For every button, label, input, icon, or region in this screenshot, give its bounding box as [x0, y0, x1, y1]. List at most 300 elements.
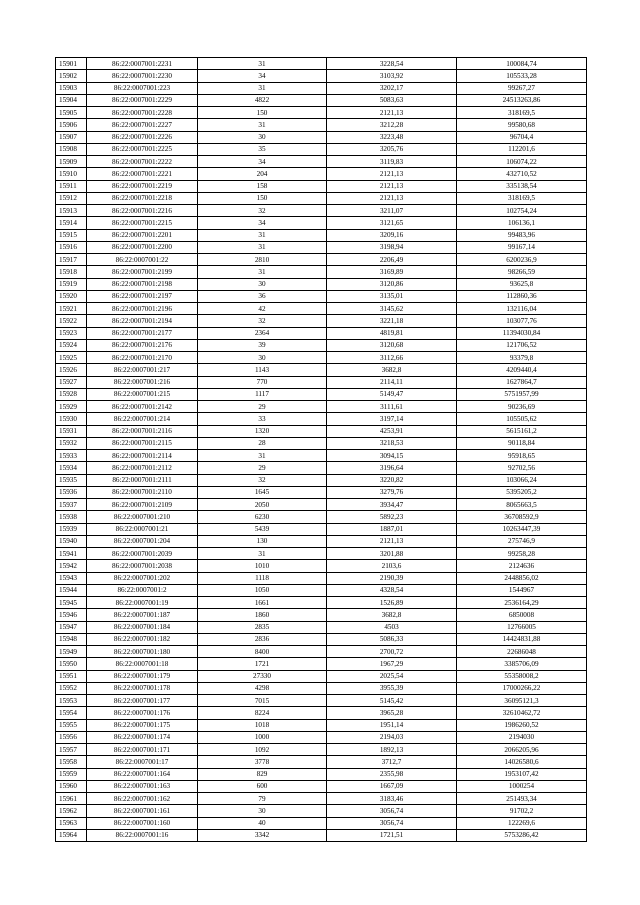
cadastral-number-cell: 86:22:0007001:2198 — [87, 278, 198, 290]
unit-value-cell: 3120,86 — [327, 278, 457, 290]
row-number-cell: 15932 — [56, 437, 87, 449]
unit-value-cell: 3212,28 — [327, 119, 457, 131]
row-number-cell: 15922 — [56, 315, 87, 327]
table-row — [56, 413, 587, 425]
cadastral-number-cell: 86:22:0007001:2215 — [87, 217, 198, 229]
area-cell: 600 — [198, 780, 327, 792]
cadastral-value-cell: 5395205,2 — [457, 486, 587, 498]
table-row — [56, 278, 587, 290]
row-number-cell: 15907 — [56, 131, 87, 143]
table-row — [56, 315, 587, 327]
cadastral-value-cell: 93625,8 — [457, 278, 587, 290]
area-cell: 3778 — [198, 756, 327, 768]
unit-value-cell: 3220,82 — [327, 474, 457, 486]
row-number-cell: 15910 — [56, 168, 87, 180]
cadastral-value-cell: 318169,5 — [457, 192, 587, 204]
row-number-cell: 15940 — [56, 535, 87, 547]
table-row — [56, 437, 587, 449]
cadastral-number-cell: 86:22:0007001:2197 — [87, 290, 198, 302]
unit-value-cell: 3145,62 — [327, 303, 457, 315]
table-row — [56, 670, 587, 682]
unit-value-cell: 3121,65 — [327, 217, 457, 229]
cadastral-number-cell: 86:22:0007001:2038 — [87, 560, 198, 572]
cadastral-value-cell: 132116,04 — [457, 303, 587, 315]
cadastral-number-cell: 86:22:0007001:180 — [87, 646, 198, 658]
area-cell: 31 — [198, 119, 327, 131]
row-number-cell: 15901 — [56, 58, 87, 70]
cadastral-value-cell: 122269,6 — [457, 817, 587, 829]
row-number-cell: 15917 — [56, 254, 87, 266]
area-cell: 30 — [198, 352, 327, 364]
cadastral-value-cell: 14026580,6 — [457, 756, 587, 768]
area-cell: 31 — [198, 241, 327, 253]
unit-value-cell: 3197,14 — [327, 413, 457, 425]
cadastral-value-cell: 93379,8 — [457, 352, 587, 364]
cadastral-number-cell: 86:22:0007001:2218 — [87, 192, 198, 204]
table-row — [56, 70, 587, 82]
row-number-cell: 15949 — [56, 646, 87, 658]
row-number-cell: 15959 — [56, 768, 87, 780]
unit-value-cell: 5149,47 — [327, 388, 457, 400]
cadastral-number-cell: 86:22:0007001:17 — [87, 756, 198, 768]
area-cell: 3342 — [198, 829, 327, 841]
cadastral-number-cell: 86:22:0007001:2196 — [87, 303, 198, 315]
area-cell: 6230 — [198, 511, 327, 523]
cadastral-value-cell: 90118,84 — [457, 437, 587, 449]
table-row — [56, 707, 587, 719]
table-row — [56, 352, 587, 364]
table-row — [56, 609, 587, 621]
row-number-cell: 15963 — [56, 817, 87, 829]
area-cell: 204 — [198, 168, 327, 180]
cadastral-value-cell: 105505,62 — [457, 413, 587, 425]
area-cell: 30 — [198, 805, 327, 817]
cadastral-number-cell: 86:22:0007001:184 — [87, 621, 198, 633]
cadastral-value-cell: 3385706,09 — [457, 658, 587, 670]
table-row — [56, 290, 587, 302]
row-number-cell: 15946 — [56, 609, 87, 621]
cadastral-value-cell: 32610462,72 — [457, 707, 587, 719]
table-row — [56, 266, 587, 278]
area-cell: 36 — [198, 290, 327, 302]
area-cell: 2810 — [198, 254, 327, 266]
unit-value-cell: 1526,89 — [327, 597, 457, 609]
cadastral-number-cell: 86:22:0007001:2039 — [87, 548, 198, 560]
cadastral-number-cell: 86:22:0007001:202 — [87, 572, 198, 584]
cadastral-value-cell: 2194030 — [457, 731, 587, 743]
unit-value-cell: 2114,11 — [327, 376, 457, 388]
area-cell: 34 — [198, 70, 327, 82]
table-row — [56, 376, 587, 388]
row-number-cell: 15934 — [56, 462, 87, 474]
area-cell: 8400 — [198, 646, 327, 658]
unit-value-cell: 1887,01 — [327, 523, 457, 535]
cadastral-number-cell: 86:22:0007001:18 — [87, 658, 198, 670]
unit-value-cell: 4819,81 — [327, 327, 457, 339]
table-row — [56, 131, 587, 143]
unit-value-cell: 3103,92 — [327, 70, 457, 82]
unit-value-cell: 5145,42 — [327, 695, 457, 707]
table-row — [56, 229, 587, 241]
table-row — [56, 303, 587, 315]
cadastral-number-cell: 86:22:0007001:217 — [87, 364, 198, 376]
table-row — [56, 548, 587, 560]
area-cell: 1721 — [198, 658, 327, 670]
row-number-cell: 15961 — [56, 793, 87, 805]
cadastral-value-cell: 318169,5 — [457, 107, 587, 119]
cadastral-number-cell: 86:22:0007001:2227 — [87, 119, 198, 131]
area-cell: 27330 — [198, 670, 327, 682]
row-number-cell: 15951 — [56, 670, 87, 682]
unit-value-cell: 3056,74 — [327, 805, 457, 817]
cadastral-value-cell: 55358008,2 — [457, 670, 587, 682]
table-row — [56, 523, 587, 535]
unit-value-cell: 5086,33 — [327, 633, 457, 645]
unit-value-cell: 1892,13 — [327, 744, 457, 756]
area-cell: 1860 — [198, 609, 327, 621]
table-row — [56, 658, 587, 670]
table-row — [56, 58, 587, 70]
unit-value-cell: 3112,66 — [327, 352, 457, 364]
cadastral-value-cell: 99580,68 — [457, 119, 587, 131]
area-cell: 1661 — [198, 597, 327, 609]
cadastral-number-cell: 86:22:0007001:22 — [87, 254, 198, 266]
row-number-cell: 15956 — [56, 731, 87, 743]
cadastral-number-cell: 86:22:0007001:179 — [87, 670, 198, 682]
cadastral-value-cell: 36708592,9 — [457, 511, 587, 523]
cadastral-value-cell: 14424831,88 — [457, 633, 587, 645]
unit-value-cell: 3682,8 — [327, 364, 457, 376]
unit-value-cell: 2121,13 — [327, 180, 457, 192]
table-row — [56, 817, 587, 829]
cadastral-value-table — [55, 57, 587, 842]
unit-value-cell: 2700,72 — [327, 646, 457, 658]
cadastral-number-cell: 86:22:0007001:210 — [87, 511, 198, 523]
table-row — [56, 401, 587, 413]
table-row — [56, 327, 587, 339]
cadastral-value-cell: 251493,34 — [457, 793, 587, 805]
cadastral-value-cell: 121706,52 — [457, 339, 587, 351]
area-cell: 1000 — [198, 731, 327, 743]
cadastral-number-cell: 86:22:0007001:2112 — [87, 462, 198, 474]
cadastral-number-cell: 86:22:0007001:176 — [87, 707, 198, 719]
row-number-cell: 15904 — [56, 94, 87, 106]
cadastral-value-cell: 99483,96 — [457, 229, 587, 241]
unit-value-cell: 4503 — [327, 621, 457, 633]
table-row — [56, 486, 587, 498]
area-cell: 29 — [198, 401, 327, 413]
row-number-cell: 15928 — [56, 388, 87, 400]
area-cell: 1320 — [198, 425, 327, 437]
unit-value-cell: 2103,6 — [327, 560, 457, 572]
row-number-cell: 15936 — [56, 486, 87, 498]
unit-value-cell: 3196,64 — [327, 462, 457, 474]
area-cell: 158 — [198, 180, 327, 192]
table-row — [56, 805, 587, 817]
cadastral-value-cell: 335138,54 — [457, 180, 587, 192]
cadastral-value-cell: 22686048 — [457, 646, 587, 658]
table-row — [56, 119, 587, 131]
unit-value-cell: 3198,94 — [327, 241, 457, 253]
row-number-cell: 15947 — [56, 621, 87, 633]
row-number-cell: 15937 — [56, 499, 87, 511]
area-cell: 150 — [198, 192, 327, 204]
area-cell: 79 — [198, 793, 327, 805]
cadastral-value-cell: 432710,52 — [457, 168, 587, 180]
cadastral-value-cell: 95918,65 — [457, 450, 587, 462]
cadastral-number-cell: 86:22:0007001:2176 — [87, 339, 198, 351]
table-row — [56, 535, 587, 547]
row-number-cell: 15931 — [56, 425, 87, 437]
cadastral-number-cell: 86:22:0007001:175 — [87, 719, 198, 731]
cadastral-number-cell: 86:22:0007001:2219 — [87, 180, 198, 192]
row-number-cell: 15954 — [56, 707, 87, 719]
area-cell: 30 — [198, 278, 327, 290]
table-row — [56, 572, 587, 584]
cadastral-number-cell: 86:22:0007001:187 — [87, 609, 198, 621]
cadastral-number-cell: 86:22:0007001:21 — [87, 523, 198, 535]
cadastral-number-cell: 86:22:0007001:161 — [87, 805, 198, 817]
area-cell: 1118 — [198, 572, 327, 584]
unit-value-cell: 3135,01 — [327, 290, 457, 302]
area-cell: 130 — [198, 535, 327, 547]
cadastral-number-cell: 86:22:0007001:2230 — [87, 70, 198, 82]
cadastral-value-cell: 5615161,2 — [457, 425, 587, 437]
cadastral-value-cell: 11394030,84 — [457, 327, 587, 339]
cadastral-number-cell: 86:22:0007001:2115 — [87, 437, 198, 449]
row-number-cell: 15957 — [56, 744, 87, 756]
row-number-cell: 15914 — [56, 217, 87, 229]
area-cell: 34 — [198, 156, 327, 168]
cadastral-value-cell: 1000254 — [457, 780, 587, 792]
cadastral-number-cell: 86:22:0007001:2231 — [87, 58, 198, 70]
cadastral-number-cell: 86:22:0007001:178 — [87, 682, 198, 694]
cadastral-number-cell: 86:22:0007001:2201 — [87, 229, 198, 241]
row-number-cell: 15948 — [56, 633, 87, 645]
cadastral-number-cell: 86:22:0007001:2199 — [87, 266, 198, 278]
area-cell: 31 — [198, 82, 327, 94]
area-cell: 32 — [198, 474, 327, 486]
area-cell: 7015 — [198, 695, 327, 707]
table-row — [56, 205, 587, 217]
cadastral-number-cell: 86:22:0007001:2114 — [87, 450, 198, 462]
unit-value-cell: 3228,54 — [327, 58, 457, 70]
cadastral-value-cell: 6850008 — [457, 609, 587, 621]
cadastral-number-cell: 86:22:0007001:19 — [87, 597, 198, 609]
unit-value-cell: 3205,76 — [327, 143, 457, 155]
unit-value-cell: 3119,83 — [327, 156, 457, 168]
row-number-cell: 15908 — [56, 143, 87, 155]
area-cell: 150 — [198, 107, 327, 119]
row-number-cell: 15958 — [56, 756, 87, 768]
row-number-cell: 15913 — [56, 205, 87, 217]
unit-value-cell: 1967,29 — [327, 658, 457, 670]
area-cell: 1050 — [198, 584, 327, 596]
cadastral-value-cell: 103077,76 — [457, 315, 587, 327]
row-number-cell: 15916 — [56, 241, 87, 253]
table-row — [56, 560, 587, 572]
area-cell: 29 — [198, 462, 327, 474]
table-row — [56, 107, 587, 119]
unit-value-cell: 3209,16 — [327, 229, 457, 241]
unit-value-cell: 5083,63 — [327, 94, 457, 106]
row-number-cell: 15912 — [56, 192, 87, 204]
cadastral-value-cell: 5753286,42 — [457, 829, 587, 841]
row-number-cell: 15964 — [56, 829, 87, 841]
area-cell: 31 — [198, 548, 327, 560]
unit-value-cell: 1951,14 — [327, 719, 457, 731]
unit-value-cell: 2194,03 — [327, 731, 457, 743]
unit-value-cell: 3934,47 — [327, 499, 457, 511]
row-number-cell: 15962 — [56, 805, 87, 817]
cadastral-value-cell: 112860,36 — [457, 290, 587, 302]
cadastral-number-cell: 86:22:0007001:164 — [87, 768, 198, 780]
cadastral-number-cell: 86:22:0007001:2111 — [87, 474, 198, 486]
unit-value-cell: 3169,89 — [327, 266, 457, 278]
cadastral-value-cell: 1953107,42 — [457, 768, 587, 780]
cadastral-number-cell: 86:22:0007001:2116 — [87, 425, 198, 437]
row-number-cell: 15933 — [56, 450, 87, 462]
cadastral-value-cell: 92702,56 — [457, 462, 587, 474]
table-row — [56, 217, 587, 229]
table-row — [56, 180, 587, 192]
cadastral-value-cell: 275746,9 — [457, 535, 587, 547]
unit-value-cell: 1721,51 — [327, 829, 457, 841]
cadastral-number-cell: 86:22:0007001:216 — [87, 376, 198, 388]
cadastral-value-cell: 99258,28 — [457, 548, 587, 560]
unit-value-cell: 2121,13 — [327, 168, 457, 180]
unit-value-cell: 2355,98 — [327, 768, 457, 780]
cadastral-value-cell: 98266,59 — [457, 266, 587, 278]
row-number-cell: 15921 — [56, 303, 87, 315]
cadastral-number-cell: 86:22:0007001:2216 — [87, 205, 198, 217]
unit-value-cell: 2206,49 — [327, 254, 457, 266]
row-number-cell: 15935 — [56, 474, 87, 486]
cadastral-value-cell: 12766005 — [457, 621, 587, 633]
table-row — [56, 156, 587, 168]
table-row — [56, 94, 587, 106]
cadastral-value-cell: 1544967 — [457, 584, 587, 596]
cadastral-number-cell: 86:22:0007001:2225 — [87, 143, 198, 155]
unit-value-cell: 3218,53 — [327, 437, 457, 449]
cadastral-number-cell: 86:22:0007001:2142 — [87, 401, 198, 413]
area-cell: 1645 — [198, 486, 327, 498]
cadastral-number-cell: 86:22:0007001:162 — [87, 793, 198, 805]
row-number-cell: 15902 — [56, 70, 87, 82]
unit-value-cell: 3965,28 — [327, 707, 457, 719]
area-cell: 2050 — [198, 499, 327, 511]
cadastral-value-cell: 103066,24 — [457, 474, 587, 486]
area-cell: 1092 — [198, 744, 327, 756]
area-cell: 33 — [198, 413, 327, 425]
area-cell: 42 — [198, 303, 327, 315]
area-cell: 2364 — [198, 327, 327, 339]
cadastral-value-cell: 24513263,86 — [457, 94, 587, 106]
table-row — [56, 646, 587, 658]
area-cell: 40 — [198, 817, 327, 829]
unit-value-cell: 5892,23 — [327, 511, 457, 523]
unit-value-cell: 4328,54 — [327, 584, 457, 596]
row-number-cell: 15953 — [56, 695, 87, 707]
cadastral-value-cell: 106074,22 — [457, 156, 587, 168]
row-number-cell: 15955 — [56, 719, 87, 731]
unit-value-cell: 2025,54 — [327, 670, 457, 682]
table-row — [56, 695, 587, 707]
unit-value-cell: 3183,46 — [327, 793, 457, 805]
row-number-cell: 15929 — [56, 401, 87, 413]
area-cell: 4822 — [198, 94, 327, 106]
area-cell: 4298 — [198, 682, 327, 694]
area-cell: 5439 — [198, 523, 327, 535]
row-number-cell: 15918 — [56, 266, 87, 278]
area-cell: 1010 — [198, 560, 327, 572]
row-number-cell: 15926 — [56, 364, 87, 376]
area-cell: 2836 — [198, 633, 327, 645]
table-row — [56, 768, 587, 780]
unit-value-cell: 1667,09 — [327, 780, 457, 792]
cadastral-number-cell: 86:22:0007001:2109 — [87, 499, 198, 511]
area-cell: 30 — [198, 131, 327, 143]
row-number-cell: 15942 — [56, 560, 87, 572]
cadastral-number-cell: 86:22:0007001:2110 — [87, 486, 198, 498]
unit-value-cell: 3221,18 — [327, 315, 457, 327]
cadastral-number-cell: 86:22:0007001:182 — [87, 633, 198, 645]
row-number-cell: 15903 — [56, 82, 87, 94]
cadastral-value-cell: 91702,2 — [457, 805, 587, 817]
cadastral-number-cell: 86:22:0007001:2194 — [87, 315, 198, 327]
row-number-cell: 15923 — [56, 327, 87, 339]
area-cell: 1018 — [198, 719, 327, 731]
unit-value-cell: 3955,39 — [327, 682, 457, 694]
unit-value-cell: 3111,61 — [327, 401, 457, 413]
table-row — [56, 388, 587, 400]
unit-value-cell: 3201,88 — [327, 548, 457, 560]
cadastral-number-cell: 86:22:0007001:2222 — [87, 156, 198, 168]
cadastral-number-cell: 86:22:0007001:215 — [87, 388, 198, 400]
unit-value-cell: 4253,91 — [327, 425, 457, 437]
cadastral-value-cell: 105533,28 — [457, 70, 587, 82]
unit-value-cell: 2121,13 — [327, 192, 457, 204]
unit-value-cell: 3682,8 — [327, 609, 457, 621]
row-number-cell: 15938 — [56, 511, 87, 523]
cadastral-value-cell: 102754,24 — [457, 205, 587, 217]
cadastral-number-cell: 86:22:0007001:160 — [87, 817, 198, 829]
area-cell: 32 — [198, 205, 327, 217]
unit-value-cell: 2121,13 — [327, 107, 457, 119]
area-cell: 8224 — [198, 707, 327, 719]
table-row — [56, 511, 587, 523]
row-number-cell: 15941 — [56, 548, 87, 560]
row-number-cell: 15909 — [56, 156, 87, 168]
cadastral-value-cell: 99167,14 — [457, 241, 587, 253]
cadastral-value-cell: 10263447,39 — [457, 523, 587, 535]
cadastral-value-cell: 5751957,99 — [457, 388, 587, 400]
unit-value-cell: 2121,13 — [327, 535, 457, 547]
area-cell: 31 — [198, 58, 327, 70]
cadastral-number-cell: 86:22:0007001:2177 — [87, 327, 198, 339]
table-row — [56, 499, 587, 511]
area-cell: 1143 — [198, 364, 327, 376]
cadastral-value-cell: 17000266,22 — [457, 682, 587, 694]
table-row — [56, 143, 587, 155]
area-cell: 35 — [198, 143, 327, 155]
cadastral-value-cell: 96704,4 — [457, 131, 587, 143]
row-number-cell: 15919 — [56, 278, 87, 290]
area-cell: 829 — [198, 768, 327, 780]
cadastral-number-cell: 86:22:0007001:16 — [87, 829, 198, 841]
table-row — [56, 682, 587, 694]
area-cell: 1117 — [198, 388, 327, 400]
